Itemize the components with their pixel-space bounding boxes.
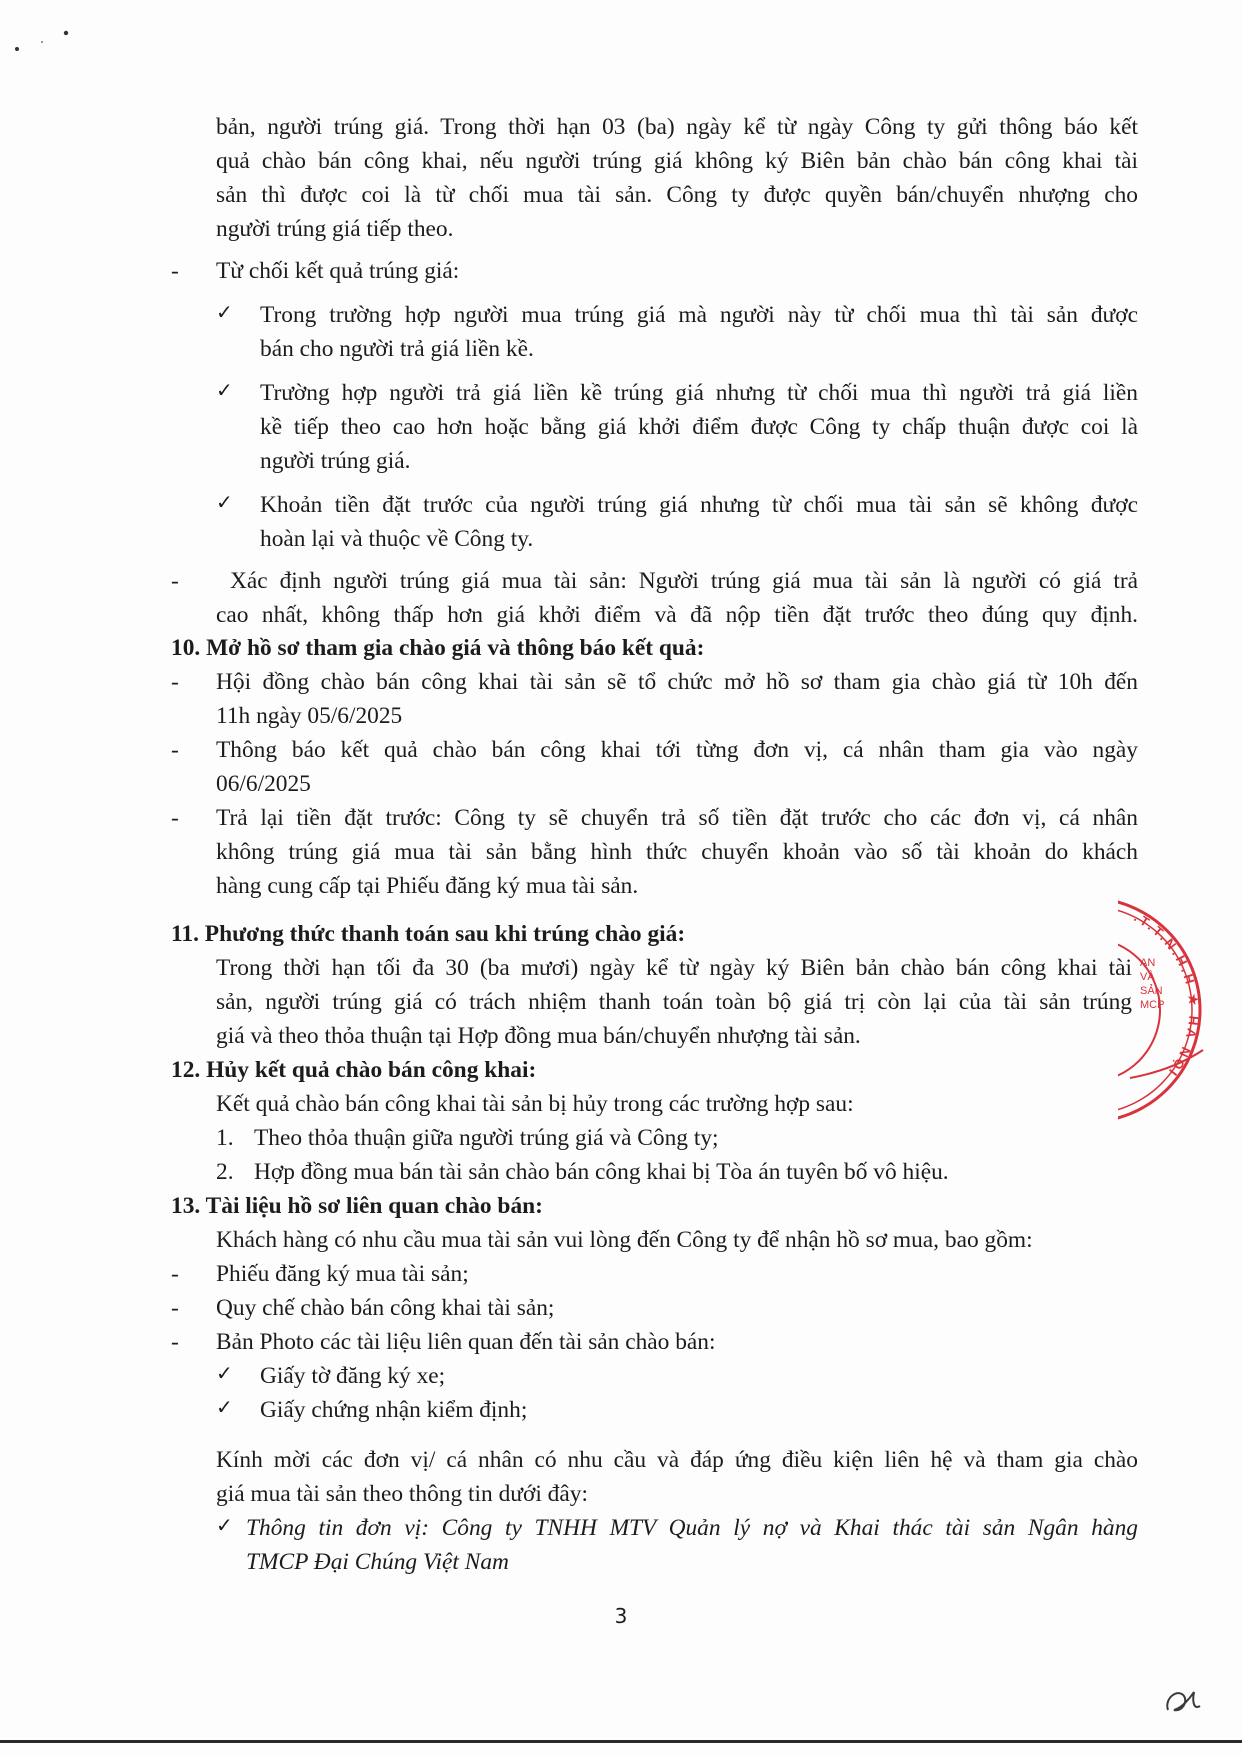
section-heading-11: 11. Phương thức thanh toán sau khi trúng chào giá:: [171, 921, 686, 947]
text-line: Theo thỏa thuận giữa người trúng giá và Công ty;: [254, 1125, 719, 1151]
check-mark-icon: ✓: [216, 1513, 233, 1537]
text-line: Thông báo kết quả chào bán công khai tới từng đơn vị, cá nhân tham gia vào ngày: [216, 737, 1138, 763]
text-line: Bản Photo các tài liệu liên quan đến tài sản chào bán:: [216, 1329, 716, 1355]
dash-bullet: -: [171, 737, 179, 763]
check-mark-icon: ✓: [216, 300, 233, 324]
text-line: Từ chối kết quả trúng giá:: [216, 258, 460, 284]
text-line: sản, người trúng giá có trách nhiệm thanh toán toàn bộ giá trị còn lại của tài sản trúng: [216, 989, 1132, 1015]
text-line: Trả lại tiền đặt trước: Công ty sẽ chuyển trả số tiền đặt trước cho các đơn vị, cá nhân: [216, 805, 1138, 831]
text-line: Khoản tiền đặt trước của người trúng giá nhưng từ chối mua tài sản sẽ không được: [260, 492, 1138, 518]
text-line: giá mua tài sản theo thông tin dưới đây:: [216, 1481, 588, 1507]
dash-bullet: -: [171, 1295, 179, 1321]
section-heading-10: 10. Mở hồ sơ tham gia chào giá và thông báo kết quả:: [171, 635, 705, 661]
text-line: 11h ngày 05/6/2025: [216, 703, 403, 729]
dash-bullet: -: [171, 1329, 179, 1355]
company-stamp: [1118, 900, 1242, 1120]
list-number: 2.: [216, 1159, 234, 1185]
section-heading-13: 13. Tài liệu hồ sơ liên quan chào bán:: [171, 1193, 543, 1219]
text-line: Xác định người trúng giá mua tài sản: Người trúng giá mua tài sản là người có giá trả: [230, 568, 1138, 594]
text-line: Hội đồng chào bán công khai tài sản sẽ tổ chức mở hồ sơ tham gia chào giá từ 10h đến: [216, 669, 1138, 695]
text-line: Giấy tờ đăng ký xe;: [260, 1363, 446, 1389]
check-mark-icon: ✓: [216, 378, 233, 402]
dash-bullet: -: [171, 258, 179, 284]
text-line: kề tiếp theo cao hơn hoặc bằng giá khởi điểm được Công ty chấp thuận được coi là: [260, 414, 1138, 440]
page-number: 3: [614, 1604, 628, 1628]
text-line: người trúng giá tiếp theo.: [216, 216, 454, 242]
svg-text:AN: AN: [1140, 957, 1156, 969]
text-line: Kính mời các đơn vị/ cá nhân có nhu cầu và đáp ứng điều kiện liên hệ và tham gia chào: [216, 1447, 1138, 1473]
check-mark-icon: ✓: [216, 1361, 233, 1385]
signature-mark: [1160, 1680, 1220, 1720]
text-line: giá và theo thỏa thuận tại Hợp đồng mua bán/chuyển nhượng tài sản.: [216, 1023, 861, 1049]
text-line: cao nhất, không thấp hơn giá khởi điểm và đã nộp tiền đặt trước theo đúng quy định.: [216, 602, 1138, 628]
text-line: TMCP Đại Chúng Việt Nam: [246, 1549, 509, 1575]
text-line: bản, người trúng giá. Trong thời hạn 03 (ba) ngày kể từ ngày Công ty gửi thông báo kết: [216, 114, 1138, 140]
text-line: Trường hợp người trả giá liền kề trúng giá nhưng từ chối mua thì người trả giá liền: [260, 380, 1138, 406]
dash-bullet: -: [171, 1261, 179, 1287]
dash-bullet: -: [171, 568, 179, 594]
dash-bullet: -: [171, 805, 179, 831]
text-line: sản thì được coi là từ chối mua tài sản. Công ty được quyền bán/chuyển nhượng cho: [216, 182, 1138, 208]
dash-bullet: -: [171, 669, 179, 695]
text-line: bán cho người trả giá liền kề.: [260, 336, 534, 362]
text-line: Khách hàng có nhu cầu mua tài sản vui lòng đến Công ty để nhận hồ sơ mua, bao gồm:: [216, 1227, 1033, 1253]
check-mark-icon: ✓: [216, 490, 233, 514]
svg-text:VÀ: VÀ: [1140, 971, 1155, 983]
text-line: Hợp đồng mua bán tài sản chào bán công khai bị Tòa án tuyên bố vô hiệu.: [254, 1159, 949, 1185]
text-line: Phiếu đăng ký mua tài sản;: [216, 1261, 469, 1287]
bottom-rule: [0, 1740, 1242, 1743]
text-line: Trong thời hạn tối đa 30 (ba mươi) ngày kể từ ngày ký Biên bản chào bán công khai tài: [216, 955, 1132, 981]
text-line: Thông tin đơn vị: Công ty TNHH MTV Quản lý nợ và Khai thác tài sản Ngân hàng: [246, 1515, 1138, 1541]
text-line: Kết quả chào bán công khai tài sản bị hủy trong các trường hợp sau:: [216, 1091, 854, 1117]
text-line: không trúng giá mua tài sản bằng hình thức chuyển khoản vào số tài khoản do khách: [216, 839, 1138, 865]
text-line: người trúng giá.: [260, 448, 411, 474]
list-number: 1.: [216, 1125, 234, 1151]
text-line: Trong trường hợp người mua trúng giá mà người này từ chối mua thì tài sản được: [260, 302, 1138, 328]
section-heading-12: 12. Hủy kết quả chào bán công khai:: [171, 1057, 537, 1083]
text-line: 06/6/2025: [216, 771, 311, 797]
text-line: quả chào bán công khai, nếu người trúng giá không ký Biên bản chào bán công khai tài: [216, 148, 1138, 174]
text-line: hàng cung cấp tại Phiếu đăng ký mua tài sản.: [216, 873, 639, 899]
check-mark-icon: ✓: [216, 1395, 233, 1419]
svg-text:SẢN: SẢN: [1140, 985, 1163, 997]
svg-text:.T.T.N.H.H ★ HÀ NỘI: .T.T.N.H.H ★ HÀ NỘI: [1131, 909, 1202, 1081]
scan-specks: [0, 0, 100, 60]
text-line: hoàn lại và thuộc về Công ty.: [260, 526, 534, 552]
text-line: Giấy chứng nhận kiểm định;: [260, 1397, 528, 1423]
svg-text:MCP: MCP: [1140, 999, 1165, 1011]
text-line: Quy chế chào bán công khai tài sản;: [216, 1295, 555, 1321]
